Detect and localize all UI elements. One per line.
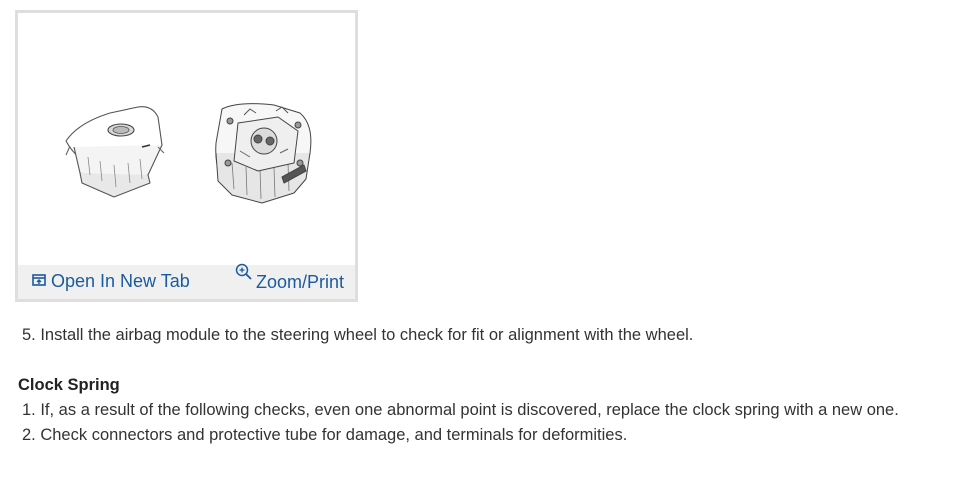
zoom-print-label: Zoom/Print bbox=[256, 272, 345, 292]
figure-toolbar bbox=[18, 265, 355, 299]
zoom-print-link[interactable] bbox=[235, 267, 344, 290]
procedure-step: 2. Check connectors and protective tube for damage, and terminals for deformities. bbox=[22, 426, 628, 444]
procedure-step: 5. Install the airbag module to the steering wheel to check for fit or alignment with the wheel. bbox=[22, 326, 694, 344]
airbag-module-illustration[interactable] bbox=[18, 13, 355, 265]
procedure-step: 1. If, as a result of the following checks, even one abnormal point is discovered, replace the clock spring with a new one. bbox=[22, 401, 899, 419]
procedure-content bbox=[18, 323, 968, 448]
section-heading-clock-spring: Clock Spring bbox=[18, 376, 120, 394]
zoom-in-icon bbox=[235, 263, 253, 286]
open-in-new-tab-label: Open In New Tab bbox=[51, 271, 190, 291]
figure-container bbox=[15, 10, 358, 302]
airbag-cover-front bbox=[66, 107, 164, 197]
airbag-module-rear bbox=[216, 104, 311, 203]
open-in-new-tab-icon bbox=[32, 271, 46, 292]
open-in-new-tab-link[interactable] bbox=[32, 271, 190, 292]
